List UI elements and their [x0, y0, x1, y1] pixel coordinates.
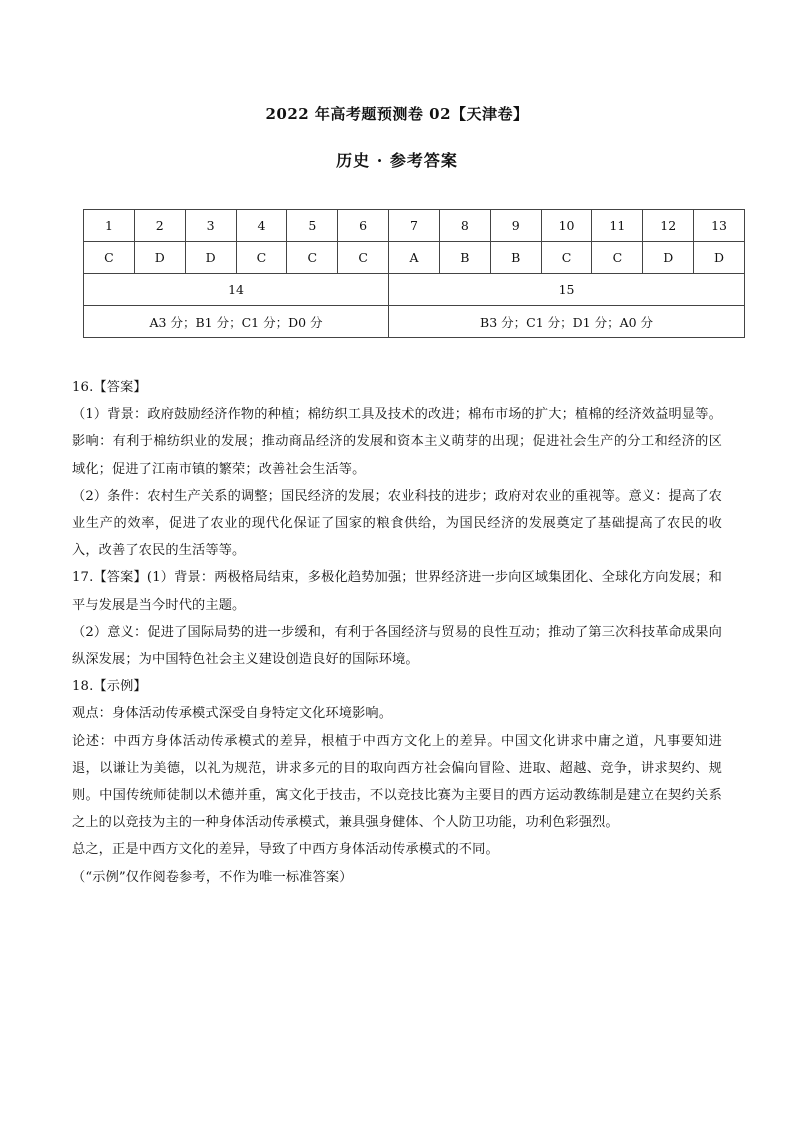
question-number-cell: 2 — [134, 210, 185, 242]
question-number-cell: 5 — [287, 210, 338, 242]
question-number-cell: 11 — [592, 210, 643, 242]
q18-note: （“示例”仅作阅卷参考，不作为唯一标准答案） — [72, 869, 353, 885]
answer-cell: D — [185, 242, 236, 274]
answer-cell: C — [338, 242, 389, 274]
question-14-label: 14 — [84, 274, 389, 306]
question-number-cell: 3 — [185, 210, 236, 242]
answer-content — [72, 374, 722, 891]
q18-viewpoint: 观点：身体活动传承模式深受自身特定文化环境影响。 — [72, 706, 393, 722]
answer-cell: C — [236, 242, 287, 274]
question-number-cell: 12 — [643, 210, 694, 242]
q16-heading: 16.【答案】 — [72, 380, 147, 395]
question-number-cell: 6 — [338, 210, 389, 242]
page-subtitle: 历史 · 参考答案 — [336, 151, 458, 170]
question-number-row — [84, 210, 745, 242]
question-number-cell: 7 — [389, 210, 440, 242]
multi-choice-number-row — [84, 274, 745, 306]
question-number-cell: 9 — [490, 210, 541, 242]
page-title: 2022 年高考题预测卷 02【天津卷】 — [265, 105, 529, 123]
question-number-cell: 1 — [84, 210, 135, 242]
answer-cell: D — [134, 242, 185, 274]
q18-heading: 18.【示例】 — [72, 679, 147, 695]
question-number-cell: 13 — [694, 210, 745, 242]
answer-cell: C — [287, 242, 338, 274]
answer-cell: C — [541, 242, 592, 274]
q18-conclusion: 总之，正是中西方文化的差异，导致了中西方身体活动传承模式的不同。 — [72, 842, 499, 858]
answer-cell: B — [490, 242, 541, 274]
answer-table — [83, 209, 745, 338]
question-15-scoring: B3 分；C1 分；D1 分；A0 分 — [389, 306, 745, 338]
q17-part1: 17.【答案】(1）背景：两极格局结束，多极化趋势加强；世界经济进一步向区域集团化、全球化方向发展；和平与发展是当今时代的主题。 — [72, 570, 722, 613]
answer-cell: C — [592, 242, 643, 274]
answer-row — [84, 242, 745, 274]
question-14-scoring: A3 分；B1 分；C1 分；D0 分 — [84, 306, 389, 338]
q17-part2: （2）意义：促进了国际局势的进一步缓和，有利于各国经济与贸易的良性互动；推动了第三次科技革命成果向纵深发展；为中国特色社会主义建设创造良好的国际环境。 — [72, 624, 722, 668]
answer-cell: C — [84, 242, 135, 274]
answer-cell: D — [643, 242, 694, 274]
question-number-cell: 10 — [541, 210, 592, 242]
answer-cell: A — [389, 242, 440, 274]
q16-part1: （1）背景：政府鼓励经济作物的种植；棉纺织工具及技术的改进；棉布市场的扩大；植棉的经济效益明显等。影响：有利于棉纺织业的发展；推动商品经济的发展和资本主义萌芽的出现；促进社会生产的分工和经济的区域化；促进了江南市镇的繁荣；改善社会生活等。 — [72, 407, 722, 477]
answer-cell: B — [439, 242, 490, 274]
answer-cell: D — [694, 242, 745, 274]
question-15-label: 15 — [389, 274, 745, 306]
question-number-cell: 8 — [439, 210, 490, 242]
q18-argument: 论述：中西方身体活动传承模式的差异，根植于中西方文化上的差异。中国文化讲求中庸之道，凡事要知进退，以谦让为美德，以礼为规范，讲求多元的目的取向西方社会偏向冒险、进取、超越、竞争，讲求契约、规则。中国传统师徒制以术德并重，寓文化于技击，不以竞技比赛为主要目的西方运动教练制是建立在契约关系之上的以竞技为主的一种身体活动传承模式，兼具强身健体、个人防卫功能，功利色彩强烈。 — [72, 733, 722, 831]
multi-choice-scoring-row — [84, 306, 745, 338]
question-number-cell: 4 — [236, 210, 287, 242]
q16-part2: （2）条件：农村生产关系的调整；国民经济的发展；农业科技的进步；政府对农业的重视等。意义：提高了农业生产的效率，促进了农业的现代化保证了国家的粮食供给，为国民经济的发展奠定了基础提高了农民的收入，改善了农民的生活等等。 — [72, 488, 722, 559]
